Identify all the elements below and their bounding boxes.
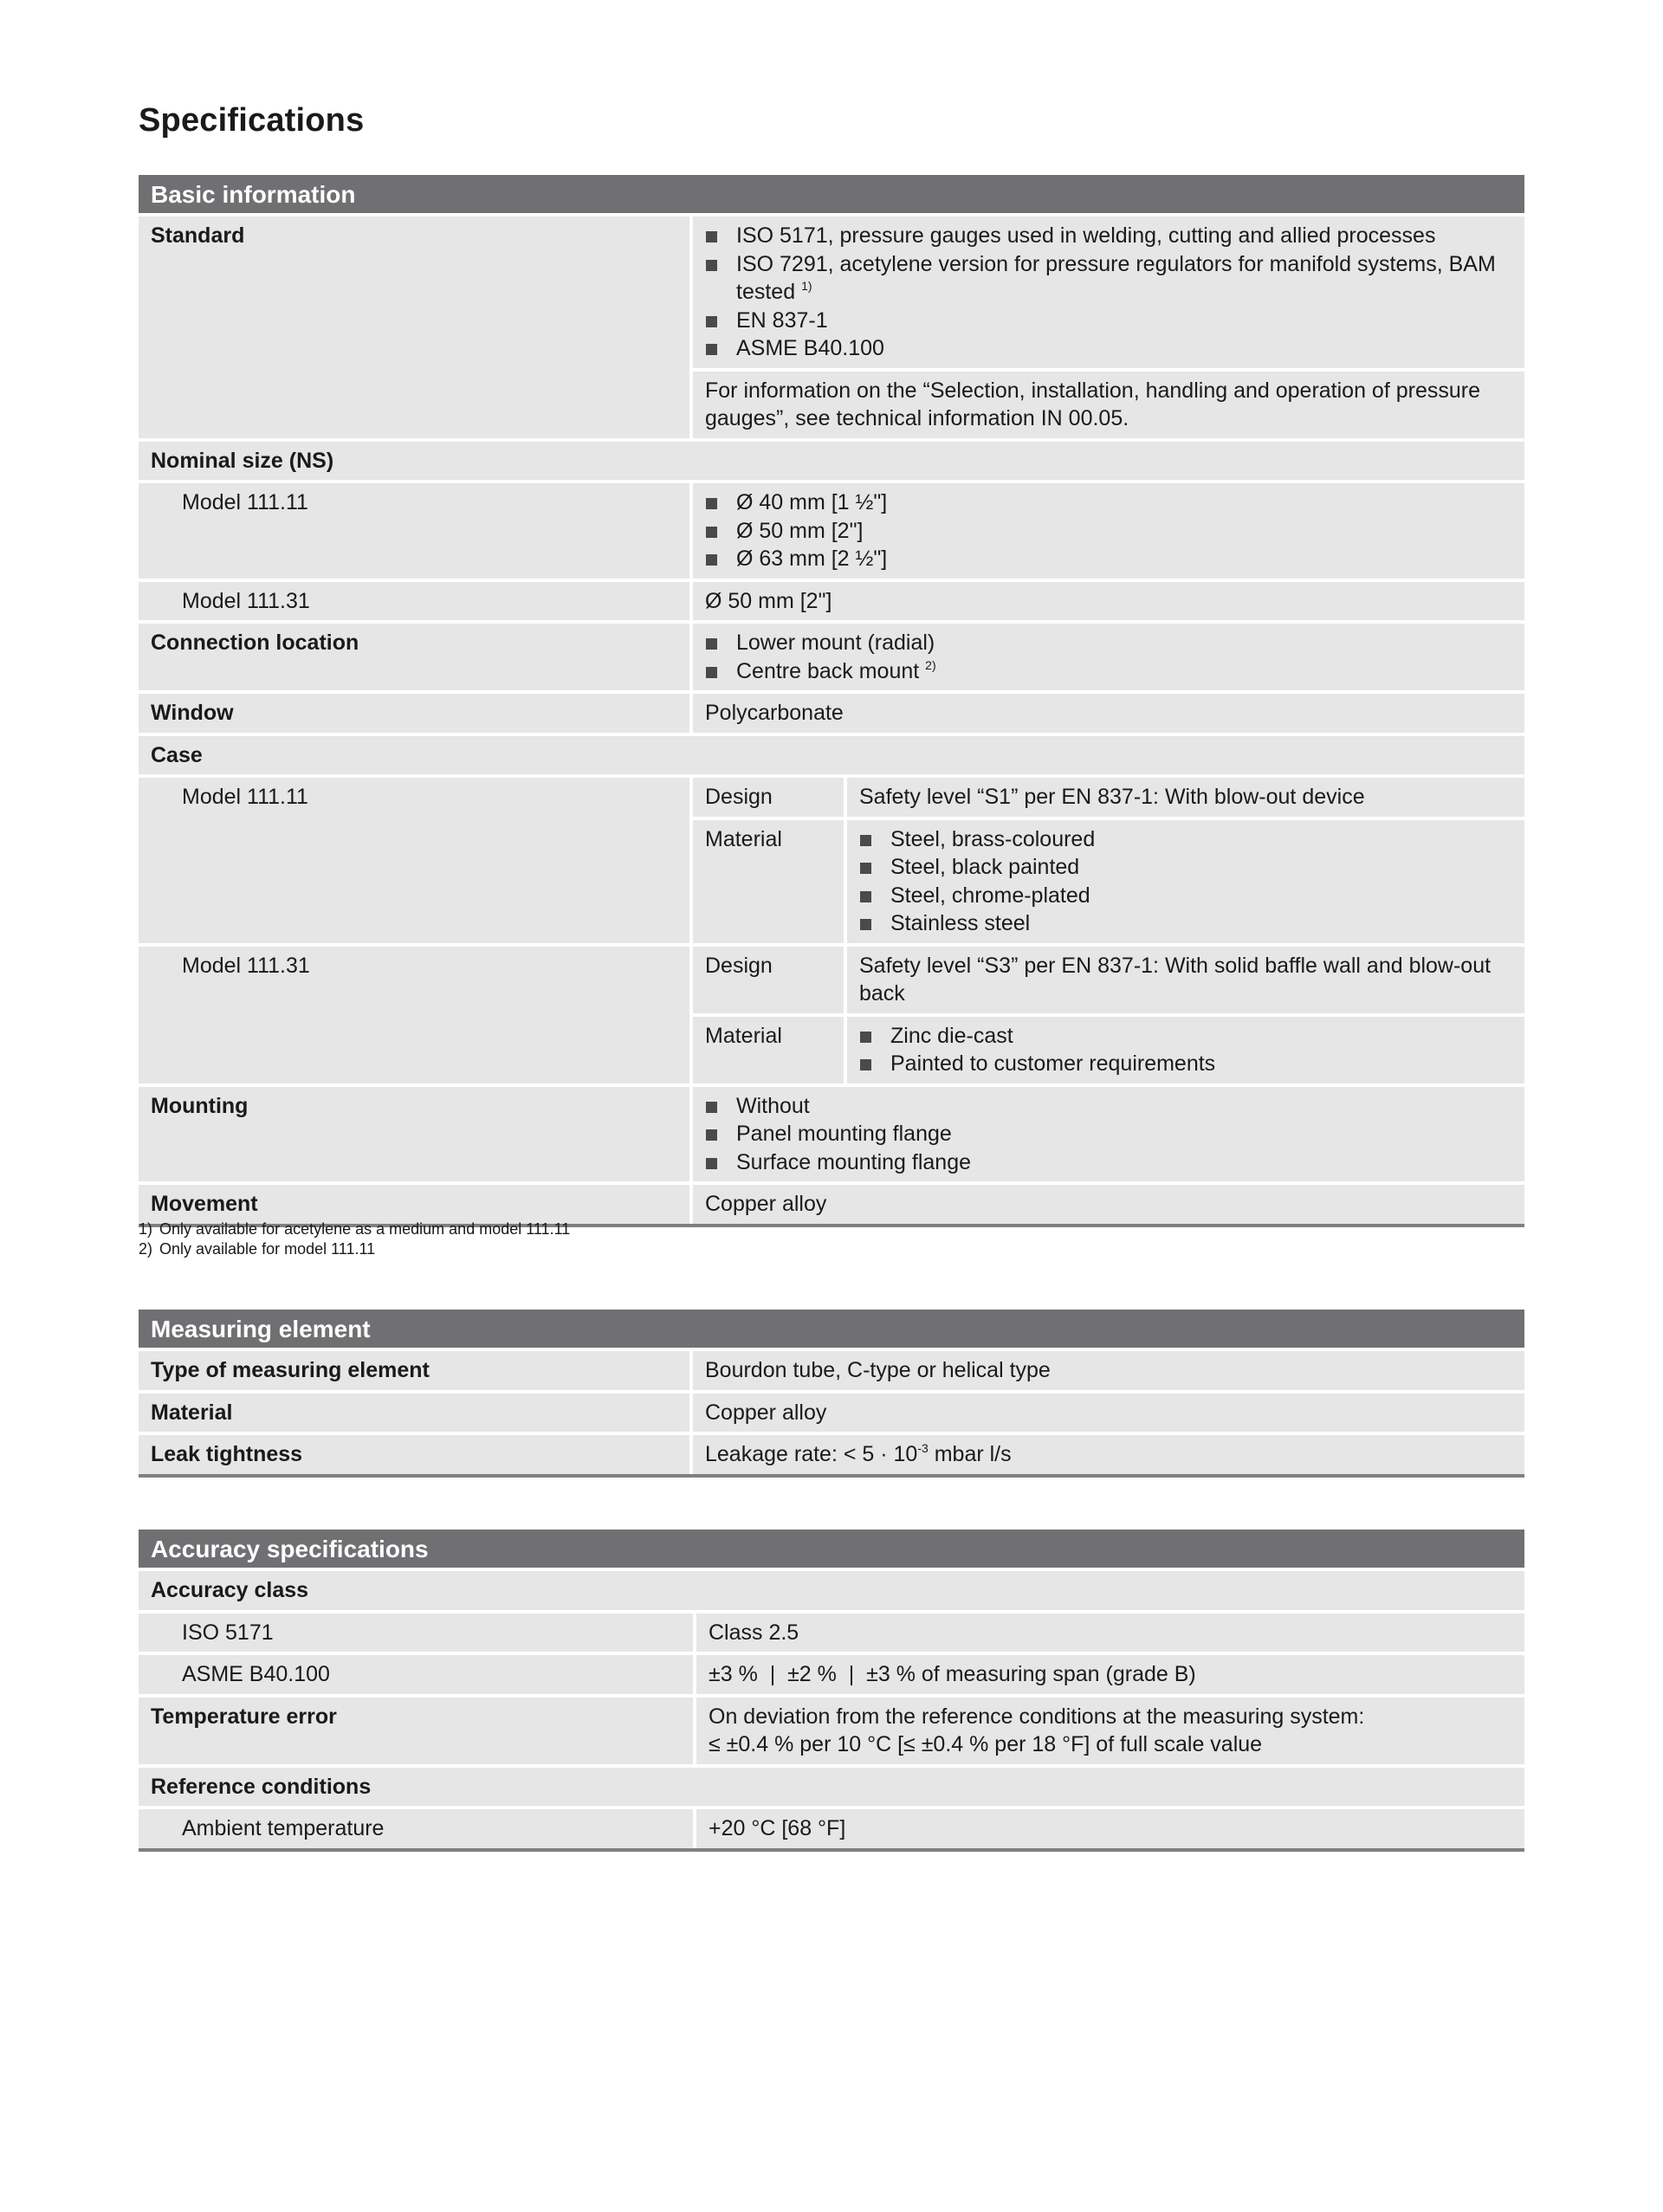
list-item: Panel mounting flange — [705, 1120, 1512, 1148]
row-label-case-model-111-31: Model 111.31 — [139, 947, 689, 1083]
standard-note: For information on the “Selection, installation, handling and operation of pressure gauges”, see technical information IN 00.05. — [693, 372, 1524, 438]
row-label-case-model-111-11: Model 111.11 — [139, 778, 689, 943]
row-label-ns-model-111-11: Model 111.11 — [139, 483, 689, 579]
list-item: ISO 5171, pressure gauges used in welding, cutting and allied processes — [705, 222, 1512, 250]
case-m1-material-value — [847, 820, 1524, 943]
temperature-error-line: On deviation from the reference conditions at the measuring system: — [709, 1704, 1365, 1729]
movement-value: Copper alloy — [693, 1185, 1524, 1224]
row-label-material: Material — [139, 1394, 689, 1433]
footnote-number: 1) — [139, 1220, 153, 1238]
ambient-temperature-value: +20 °C [68 °F] — [696, 1809, 1524, 1848]
row-label-connection-location: Connection location — [139, 624, 689, 690]
list-item: EN 837-1 — [705, 307, 1512, 335]
row-label-accuracy-class: Accuracy class — [139, 1571, 1524, 1610]
section-header: Measuring element — [139, 1310, 1524, 1348]
row-label-movement: Movement — [139, 1185, 689, 1224]
ns-model-111-31-value: Ø 50 mm [2"] — [693, 582, 1524, 621]
temperature-error-line: ≤ ±0.4 % per 10 °C [≤ ±0.4 % per 18 °F] of full scale value — [709, 1732, 1263, 1756]
basic-information-table — [139, 217, 1524, 1227]
accuracy-specifications-section — [139, 1530, 1524, 1852]
list-item: Ø 50 mm [2"] — [705, 517, 1512, 546]
list-item — [705, 657, 1512, 686]
row-label-standard: Standard — [139, 217, 689, 438]
temperature-error-value — [696, 1698, 1524, 1764]
case-m2-design-label: Design — [693, 947, 844, 1013]
list-item-text: ISO 7291, acetylene version for pressure regulators for manifold systems, BAM tested — [736, 251, 1496, 304]
row-label-iso-5171: ISO 5171 — [139, 1614, 693, 1653]
row-label-ns-model-111-31: Model 111.31 — [139, 582, 689, 621]
case-m1-material-list — [859, 825, 1512, 938]
case-m1-design-value: Safety level “S1” per EN 837-1: With blow-out device — [847, 778, 1524, 817]
list-item: Zinc die-cast — [859, 1022, 1512, 1051]
row-label-leak-tightness: Leak tightness — [139, 1435, 689, 1474]
accuracy-specifications-table — [139, 1571, 1524, 1852]
footnote-text: Only available for model 111.11 — [159, 1240, 376, 1258]
leak-tightness-value — [693, 1435, 1524, 1474]
measuring-element-section — [139, 1310, 1524, 1478]
case-m2-material-list — [859, 1022, 1512, 1078]
list-item: Steel, brass-coloured — [859, 825, 1512, 854]
footnote-text: Only available for acetylene as a medium and model 111.11 — [159, 1220, 571, 1238]
list-item-text: Centre back mount — [736, 658, 920, 683]
standard-value — [693, 217, 1524, 368]
connection-location-value — [693, 624, 1524, 690]
iso-5171-value: Class 2.5 — [696, 1614, 1524, 1653]
standard-list — [705, 222, 1512, 363]
row-label-temperature-error: Temperature error — [139, 1698, 693, 1764]
leak-value-text: Leakage rate: < 5 · 10 — [705, 1442, 918, 1466]
case-m2-design-value: Safety level “S3” per EN 837-1: With solid baffle wall and blow-out back — [847, 947, 1524, 1013]
type-value: Bourdon tube, C-type or helical type — [693, 1351, 1524, 1390]
section-header: Basic information — [139, 175, 1524, 213]
list-item: Ø 40 mm [1 ½"] — [705, 488, 1512, 517]
list-item: Ø 63 mm [2 ½"] — [705, 545, 1512, 573]
list-item: Without — [705, 1092, 1512, 1121]
page-title: Specifications — [139, 102, 365, 139]
ns-model-111-11-value — [693, 483, 1524, 579]
footnote-ref: 2) — [925, 657, 936, 672]
section-header: Accuracy specifications — [139, 1530, 1524, 1568]
list-item: ASME B40.100 — [705, 334, 1512, 363]
row-label-reference-conditions: Reference conditions — [139, 1768, 1524, 1807]
footnote — [139, 1239, 570, 1259]
footnote — [139, 1219, 570, 1239]
row-label-type: Type of measuring element — [139, 1351, 689, 1390]
measuring-element-table — [139, 1351, 1524, 1478]
connection-list — [705, 629, 1512, 685]
row-label-nominal-size: Nominal size (NS) — [139, 442, 1524, 481]
list-item: Steel, black painted — [859, 853, 1512, 882]
basic-information-section — [139, 175, 1524, 1227]
footnote-ref: 1) — [801, 279, 812, 293]
row-label-case: Case — [139, 736, 1524, 775]
list-item — [705, 250, 1512, 307]
mounting-list — [705, 1092, 1512, 1177]
list-item: Painted to customer requirements — [859, 1050, 1512, 1078]
mounting-value — [693, 1087, 1524, 1182]
footnote-number: 2) — [139, 1240, 153, 1258]
asme-value: ±3 % | ±2 % | ±3 % of measuring span (grade B) — [696, 1655, 1524, 1694]
list-item: Surface mounting flange — [705, 1148, 1512, 1177]
case-m1-design-label: Design — [693, 778, 844, 817]
row-label-mounting: Mounting — [139, 1087, 689, 1182]
list-item: Steel, chrome-plated — [859, 882, 1512, 910]
row-label-asme: ASME B40.100 — [139, 1655, 693, 1694]
ns-list — [705, 488, 1512, 573]
case-m1-material-label: Material — [693, 820, 844, 943]
material-value: Copper alloy — [693, 1394, 1524, 1433]
footnotes — [139, 1219, 570, 1259]
window-value: Polycarbonate — [693, 694, 1524, 733]
leak-value-unit: mbar l/s — [928, 1442, 1012, 1466]
list-item: Stainless steel — [859, 909, 1512, 938]
case-m2-material-label: Material — [693, 1017, 844, 1083]
row-label-window: Window — [139, 694, 689, 733]
case-m2-material-value — [847, 1017, 1524, 1083]
leak-value-exponent: -3 — [917, 1441, 929, 1455]
row-label-ambient-temperature: Ambient temperature — [139, 1809, 693, 1848]
list-item: Lower mount (radial) — [705, 629, 1512, 657]
